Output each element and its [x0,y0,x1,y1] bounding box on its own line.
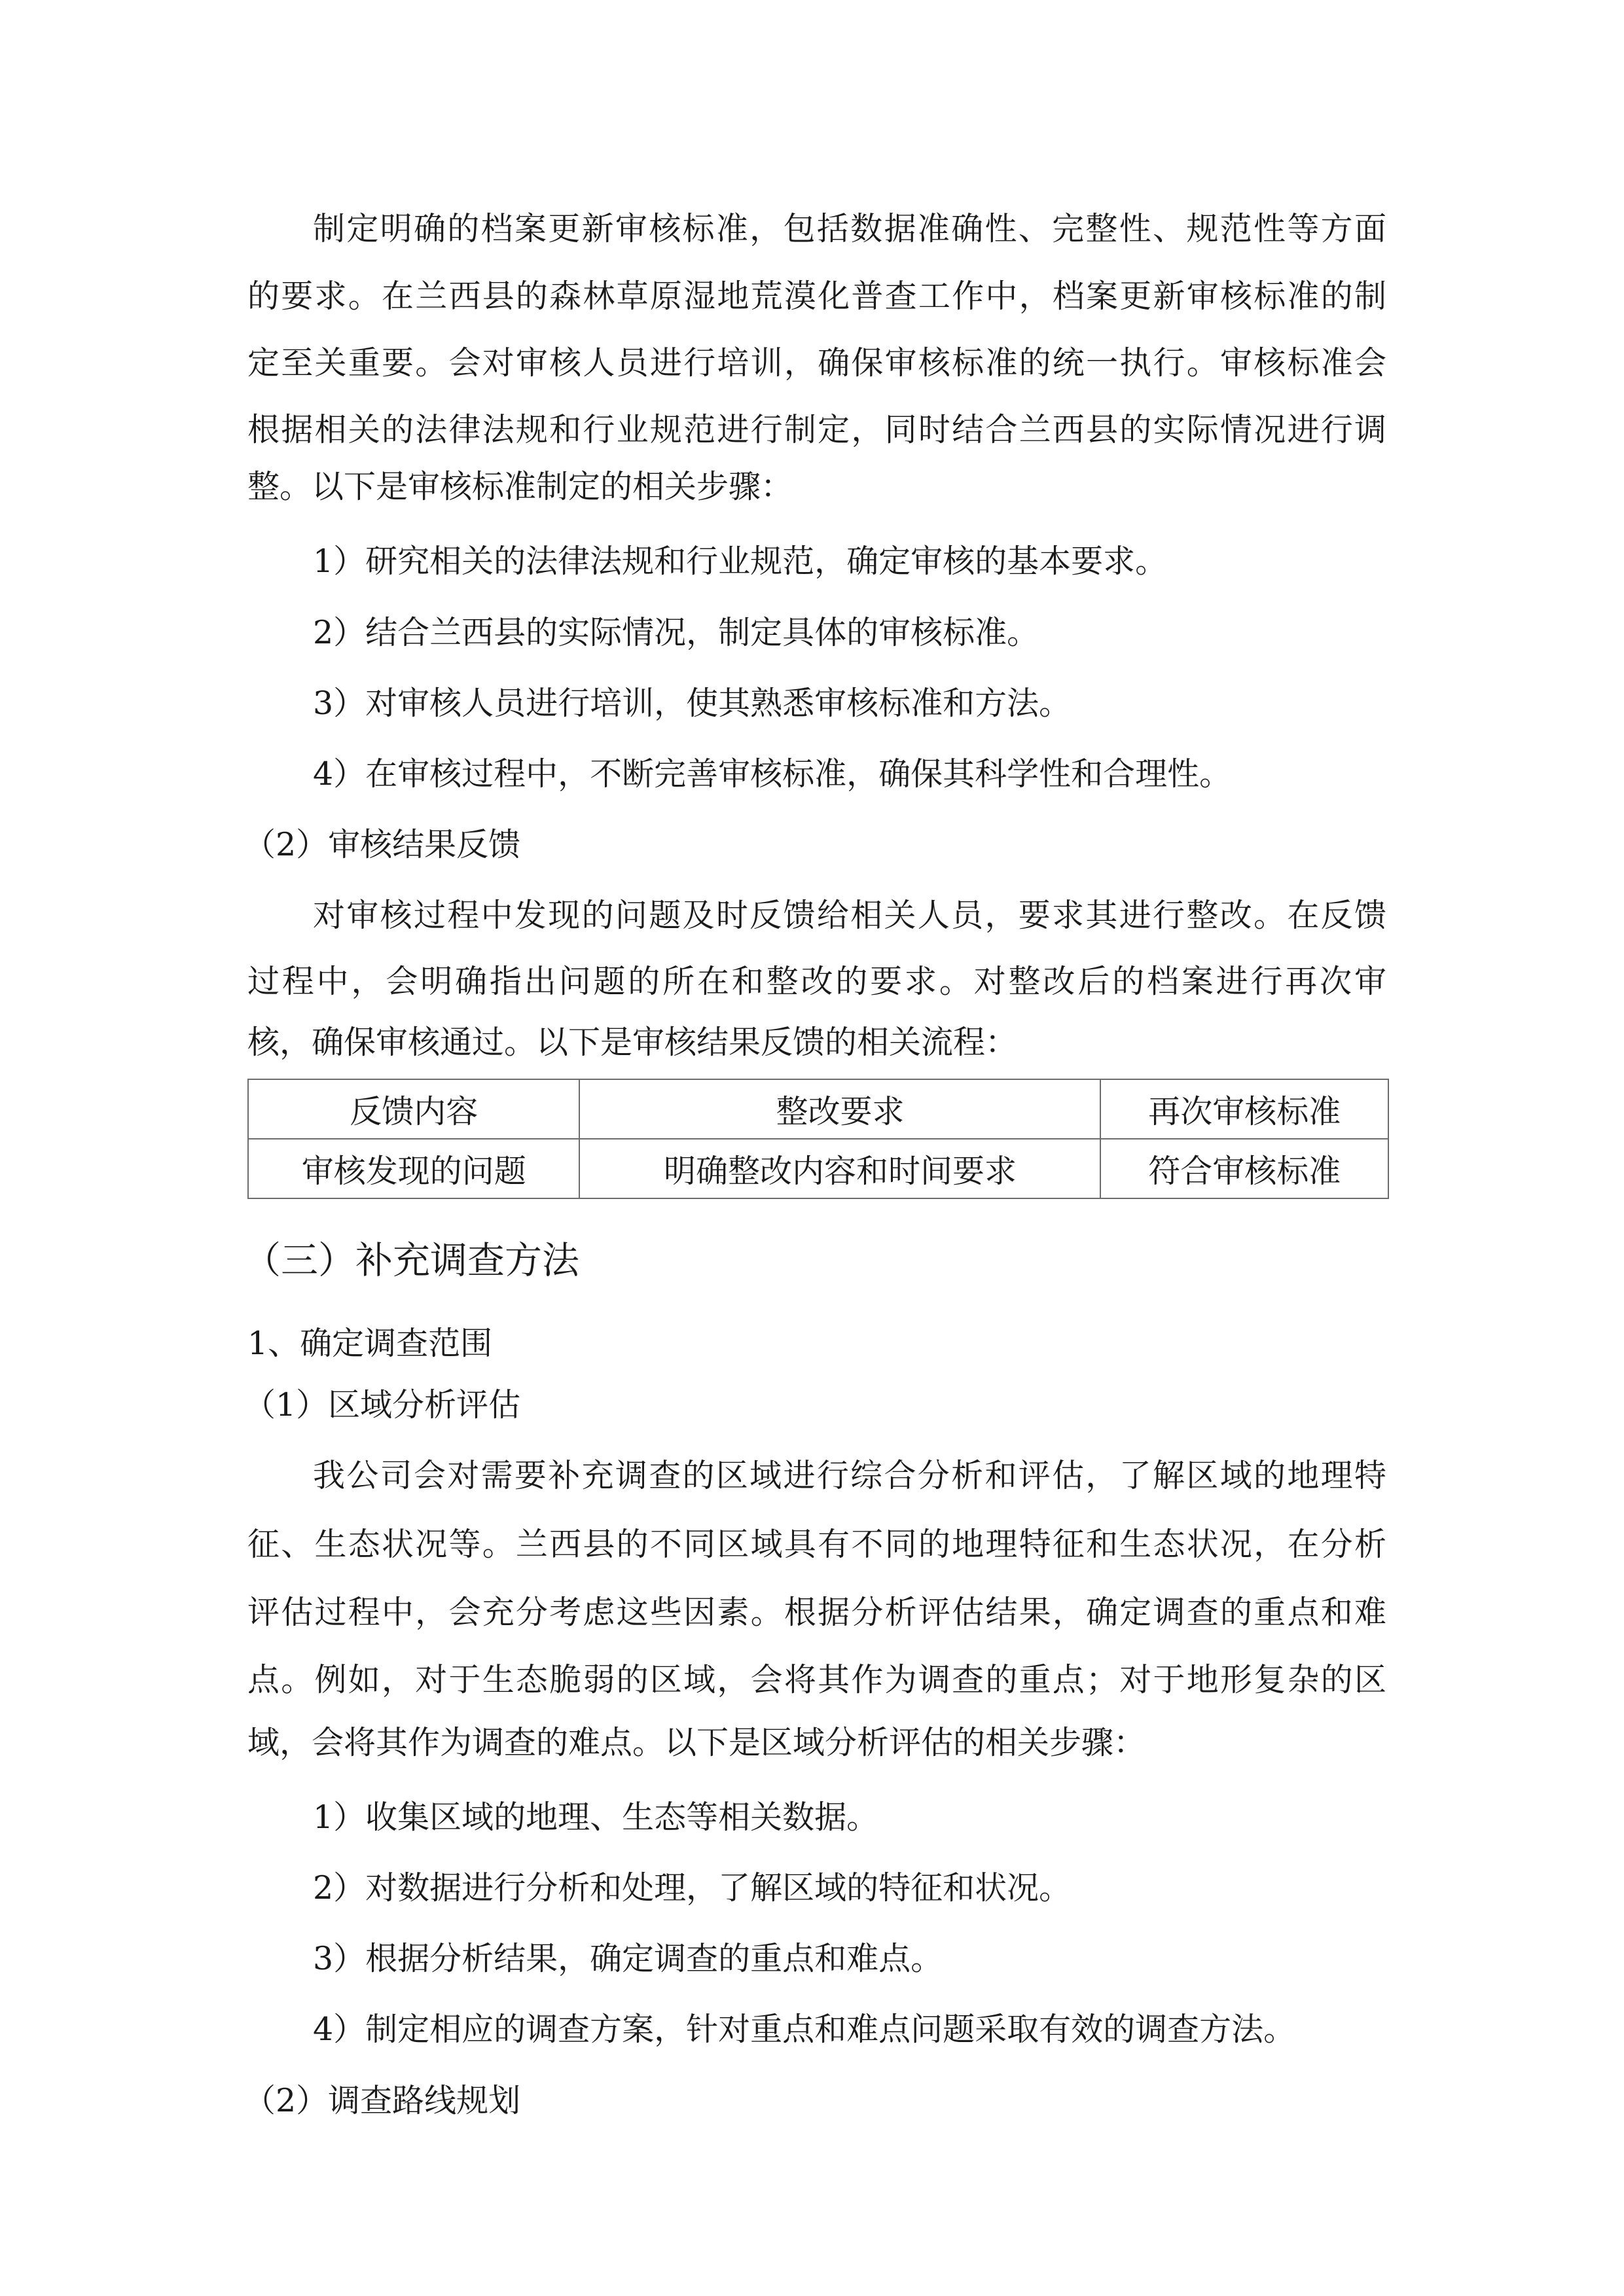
list-item: 3）根据分析结果，确定调查的重点和难点。 [313,1940,943,1977]
list-item: 1）收集区域的地理、生态等相关数据。 [313,1799,879,1836]
feedback-table [247,1079,1389,1199]
table-header-cell: 再次审核标准 [1100,1079,1388,1139]
paragraph-line: 制定明确的档案更新审核标准，包括数据准确性、完整性、规范性等方面 [313,210,1386,247]
paragraph-line: 根据相关的法律法规和行业规范进行制定，同时结合兰西县的实际情况进行调 [247,411,1386,448]
paragraph-line: 的要求。在兰西县的森林草原湿地荒漠化普查工作中，档案更新审核标准的制 [247,278,1386,315]
table-cell: 明确整改内容和时间要求 [579,1139,1100,1198]
list-item: 3）对审核人员进行培训，使其熟悉审核标准和方法。 [313,685,1072,722]
paragraph-line: 我公司会对需要补充调查的区域进行综合分析和评估，了解区域的地理特 [313,1457,1386,1494]
paragraph-line: 域，会将其作为调查的难点。以下是区域分析评估的相关步骤： [247,1724,1146,1761]
paragraph-line: 对审核过程中发现的问题及时反馈给相关人员，要求其进行整改。在反馈 [313,897,1386,934]
table-header-row [248,1079,1388,1139]
section-title: （三）补充调查方法 [244,1239,579,1282]
table-header-cell: 反馈内容 [248,1079,579,1139]
list-item: 2）对数据进行分析和处理，了解区域的特征和状况。 [313,1869,1072,1907]
list-item: 1）研究相关的法律法规和行业规范，确定审核的基本要求。 [313,543,1168,580]
list-item: 2）结合兰西县的实际情况，制定具体的审核标准。 [313,614,1039,651]
table-header-cell: 整改要求 [579,1079,1100,1139]
paragraph-line: 评估过程中，会充分考虑这些因素。根据分析评估结果，确定调查的重点和难 [247,1594,1386,1631]
subheading-route: （2）调查路线规划 [244,2082,521,2119]
paragraph-line: 定至关重要。会对审核人员进行培训，确保审核标准的统一执行。审核标准会 [247,344,1386,382]
heading-scope: 1、确定调查范围 [247,1325,493,1362]
subheading-review-feedback: （2）审核结果反馈 [244,826,521,863]
paragraph-line: 过程中，会明确指出问题的所在和整改的要求。对整改后的档案进行再次审 [247,963,1386,1000]
table-row [248,1139,1388,1198]
paragraph-line: 整。以下是审核标准制定的相关步骤： [247,468,793,505]
paragraph-line: 核，确保审核通过。以下是审核结果反馈的相关流程： [247,1024,1018,1061]
list-item: 4）在审核过程中，不断完善审核标准，确保其科学性和合理性。 [313,755,1232,793]
table-cell: 符合审核标准 [1100,1139,1388,1198]
paragraph-line: 点。例如，对于生态脆弱的区域，会将其作为调查的重点；对于地形复杂的区 [247,1661,1386,1698]
subheading-region: （1）区域分析评估 [244,1386,521,1424]
list-item: 4）制定相应的调查方案，针对重点和难点问题采取有效的调查方法。 [313,2011,1296,2048]
table-cell: 审核发现的问题 [248,1139,579,1198]
paragraph-line: 征、生态状况等。兰西县的不同区域具有不同的地理特征和生态状况，在分析 [247,1526,1386,1563]
